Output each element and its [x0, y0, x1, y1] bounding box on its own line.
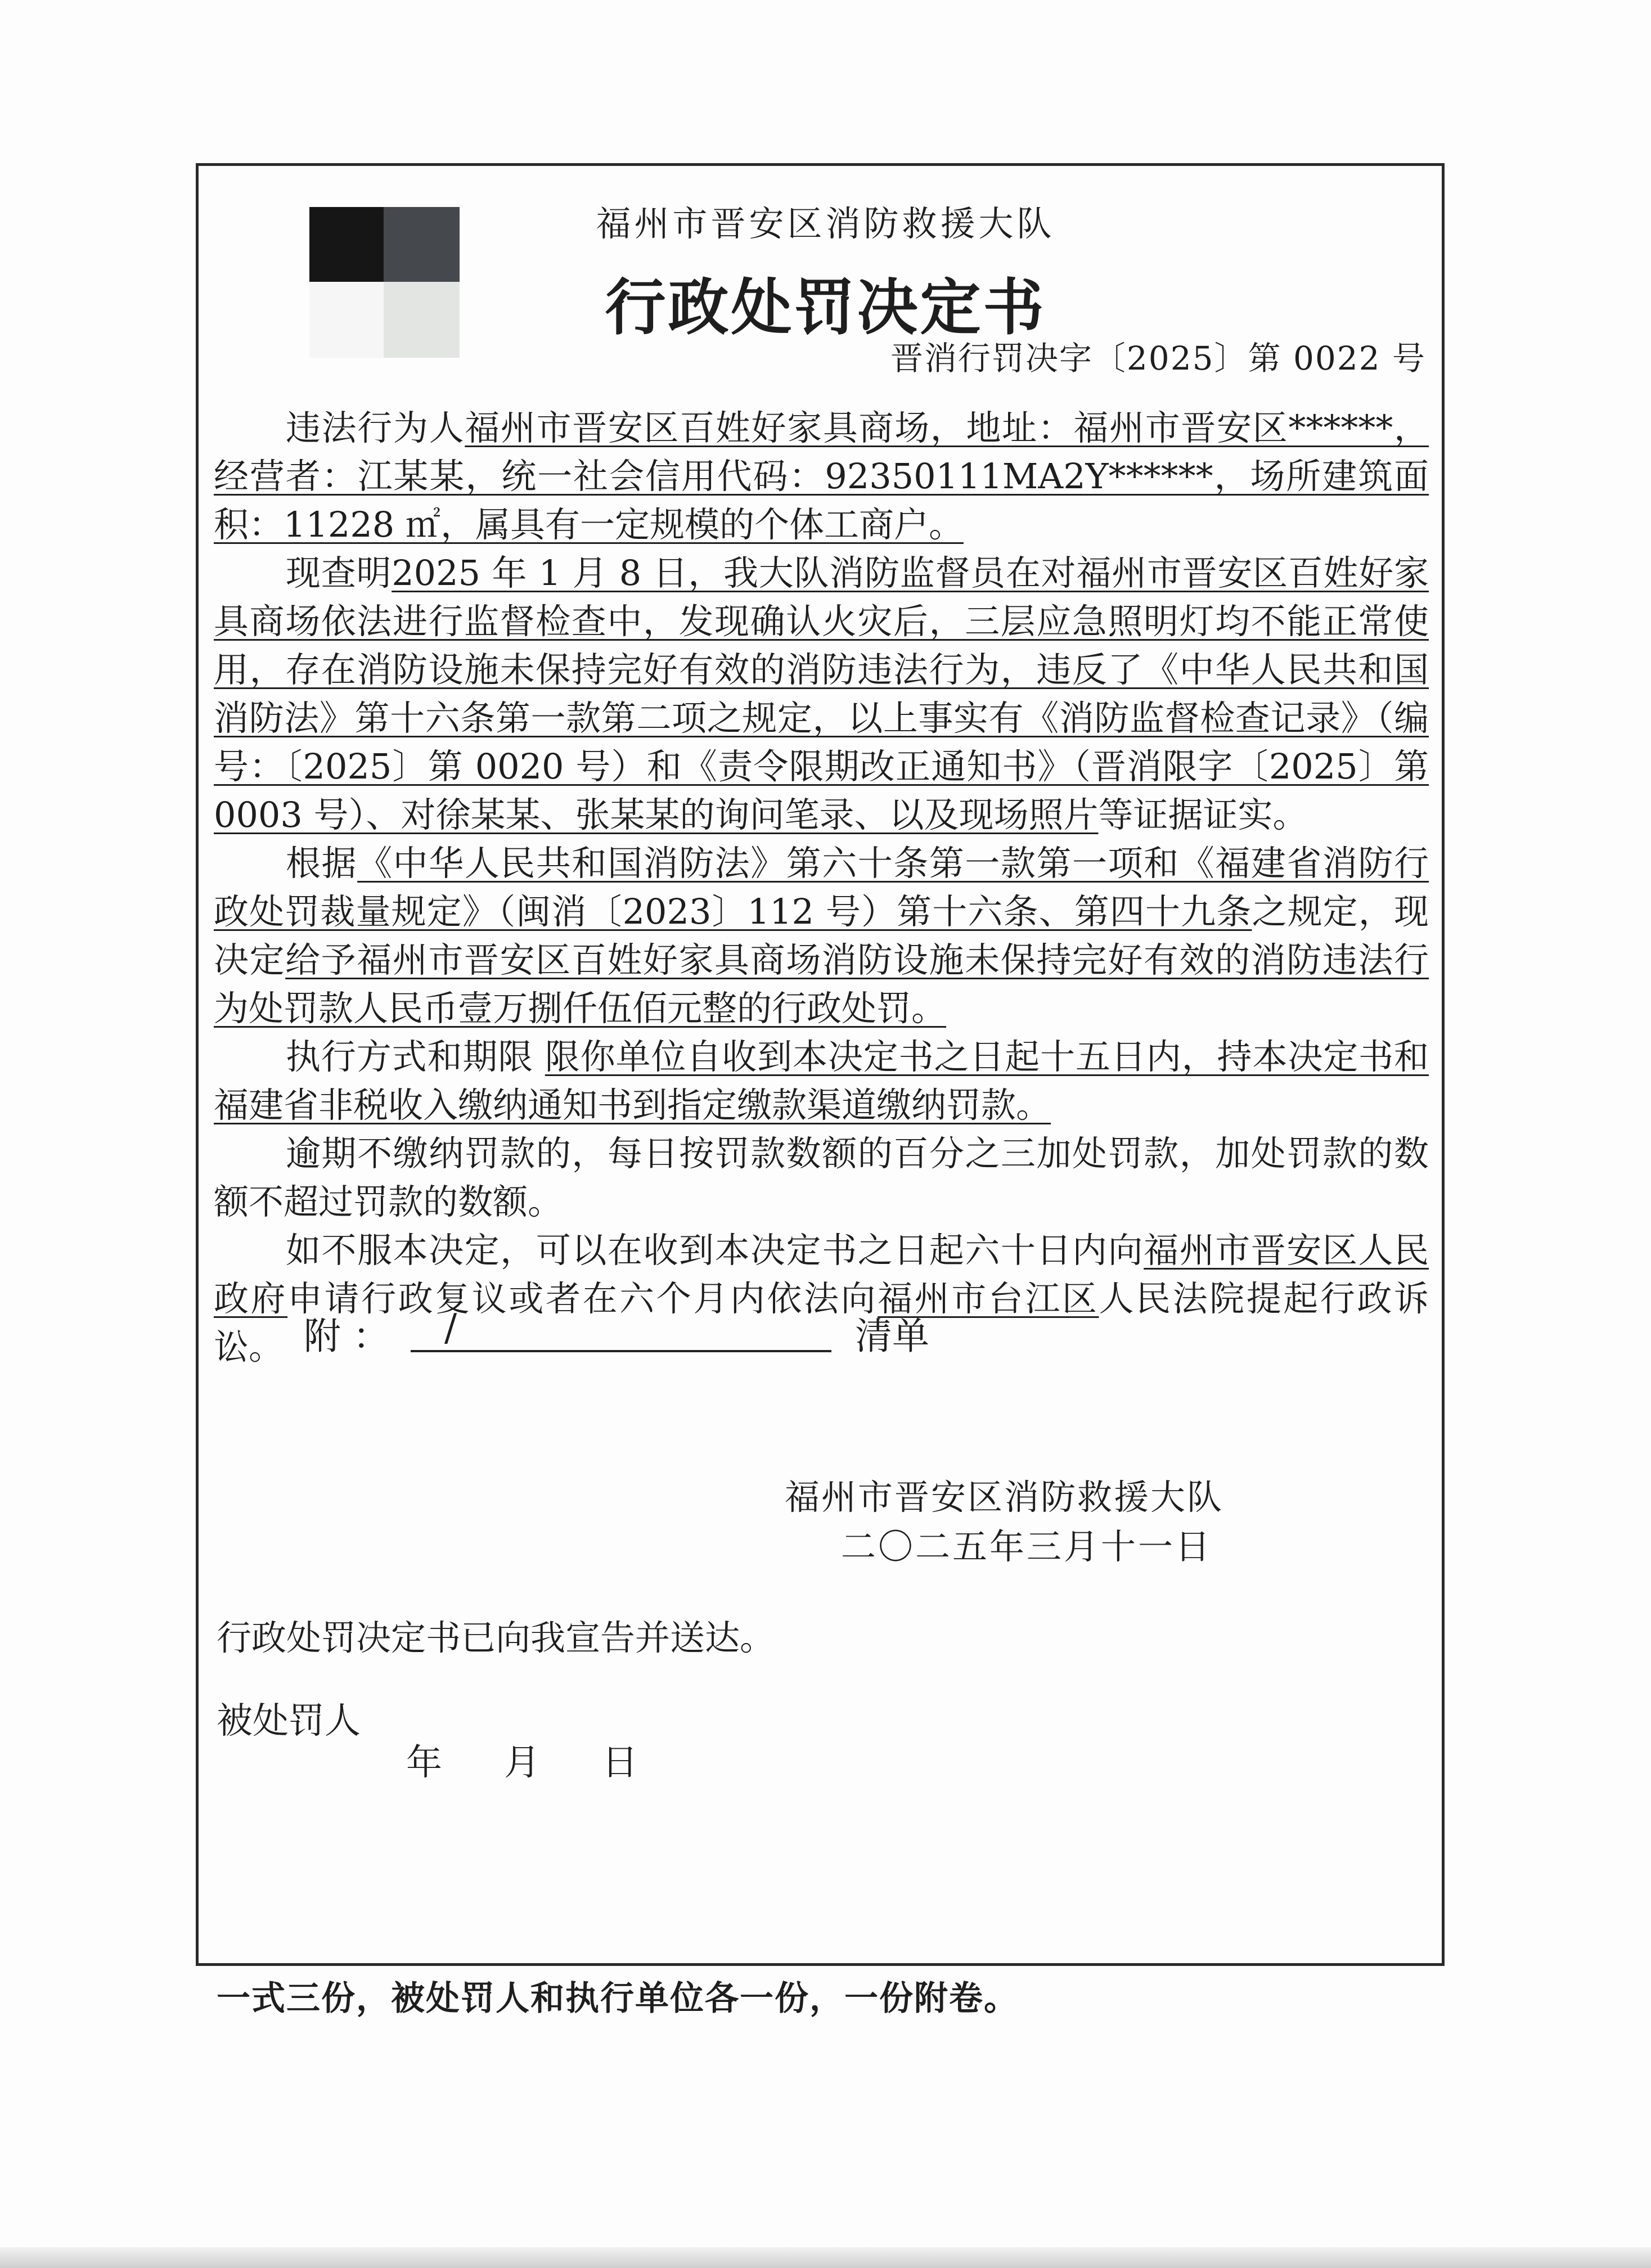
offender-lead: 违法行为人: [286, 407, 465, 448]
document-number: 晋消行罚决字〔2025〕第 0022 号: [890, 339, 1426, 377]
facts-tail: 等证据证实。: [1098, 794, 1308, 835]
paragraph-basis: [214, 839, 1429, 1033]
paragraph-late-fee: [214, 1130, 1429, 1226]
document-title: 行政处罚决定书: [605, 272, 1046, 343]
penalty-decision: 给予福州市晋安区百姓好家具商场消防设施未保持完好有效的消防违法行为处罚款人民币壹万捌仟伍佰元整的行政处罚。: [214, 939, 1429, 1029]
appeal-tail: 人民法院提起行政诉讼。: [214, 1278, 1429, 1367]
basis-mid: 之规定，现决定: [214, 891, 1429, 980]
execution-terms: 限你单位自收到本决定书之日起十五日内，持本决定书和福建省非税收入缴纳通知书到指定缴款渠道缴纳罚款。: [214, 1036, 1429, 1126]
page-edge: [0, 2247, 1651, 2268]
attachment-suffix: 清单: [855, 1315, 929, 1358]
legal-basis: 《中华人民共和国消防法》第六十条第一款第一项和《福建省消防行政处罚裁量规定》（闽消〔2023〕112 号）第十六条、第四十九条: [214, 843, 1429, 932]
offender-details: 福州市晋安区百姓好家具商场，地址：福州市晋安区******，经营者：江某某，统一社会信用代码：92350111MA2Y******，场所建筑面积：11228 ㎡，属具有一定规模的个体工商户。: [214, 407, 1429, 545]
execution-lead: 执行方式和期限: [286, 1036, 534, 1077]
late-fee-text: 逾期不缴纳罚款的，每日按罚款数额的百分之三加处罚款，加处罚款的数额不超过罚款的数额。: [214, 1133, 1429, 1222]
copies-footnote: 一式三份，被处罚人和执行单位各一份，一份附卷。: [217, 1979, 1019, 2018]
attachment-value: /: [444, 1306, 457, 1349]
paragraph-facts: [214, 549, 1429, 839]
punished-party-label: 被处罚人: [217, 1700, 361, 1742]
attachment-underline: [411, 1350, 831, 1352]
served-statement: 行政处罚决定书已向我宣告并送达。: [217, 1617, 775, 1658]
facts-details: 2025 年 1 月 8 日，我大队消防监督员在对福州市晋安区百姓好家具商场依法进行监督检查中，发现确认火灾后，三层应急照明灯均不能正常使用，存在消防设施未保持完好有效的消防违法行为，违反了《中华人民共和国消防法》第十六条第一款第二项之规定，以上事实有《消防监督检查记录》（编号：〔2025〕第 0020 号）和《责令限期改正通知书》（晋消限字〔2025〕第 0003 号）、对徐某某、张某某的询问笔录、以及现场照片: [214, 552, 1429, 835]
paragraph-execution: [214, 1033, 1429, 1130]
signature-agency: 福州市晋安区消防救援大队: [785, 1477, 1224, 1518]
month-label: 月: [504, 1742, 540, 1784]
court-district: 福州市台江区: [878, 1278, 1099, 1319]
year-label: 年: [406, 1742, 442, 1784]
day-label: 日: [602, 1742, 638, 1784]
appeal-mid: 申请行政复议或者在六个月内依法向: [287, 1278, 878, 1319]
attachment-label: 附 ：: [304, 1315, 390, 1358]
issuing-agency: 福州市晋安区消防救援大队: [596, 203, 1055, 244]
review-authority: 福州市晋安区人民政府: [214, 1230, 1429, 1319]
receipt-date-blank: [406, 1734, 700, 1785]
decision-body: [214, 404, 1429, 1371]
signature-date: 二〇二五年三月十一日: [841, 1526, 1213, 1567]
appeal-lead: 如不服本决定，可以在收到本决定书之日起六十日内向: [286, 1230, 1144, 1271]
basis-lead: 根据: [286, 843, 358, 884]
facts-lead: 现查明: [286, 552, 392, 593]
paragraph-offender: [214, 404, 1429, 549]
